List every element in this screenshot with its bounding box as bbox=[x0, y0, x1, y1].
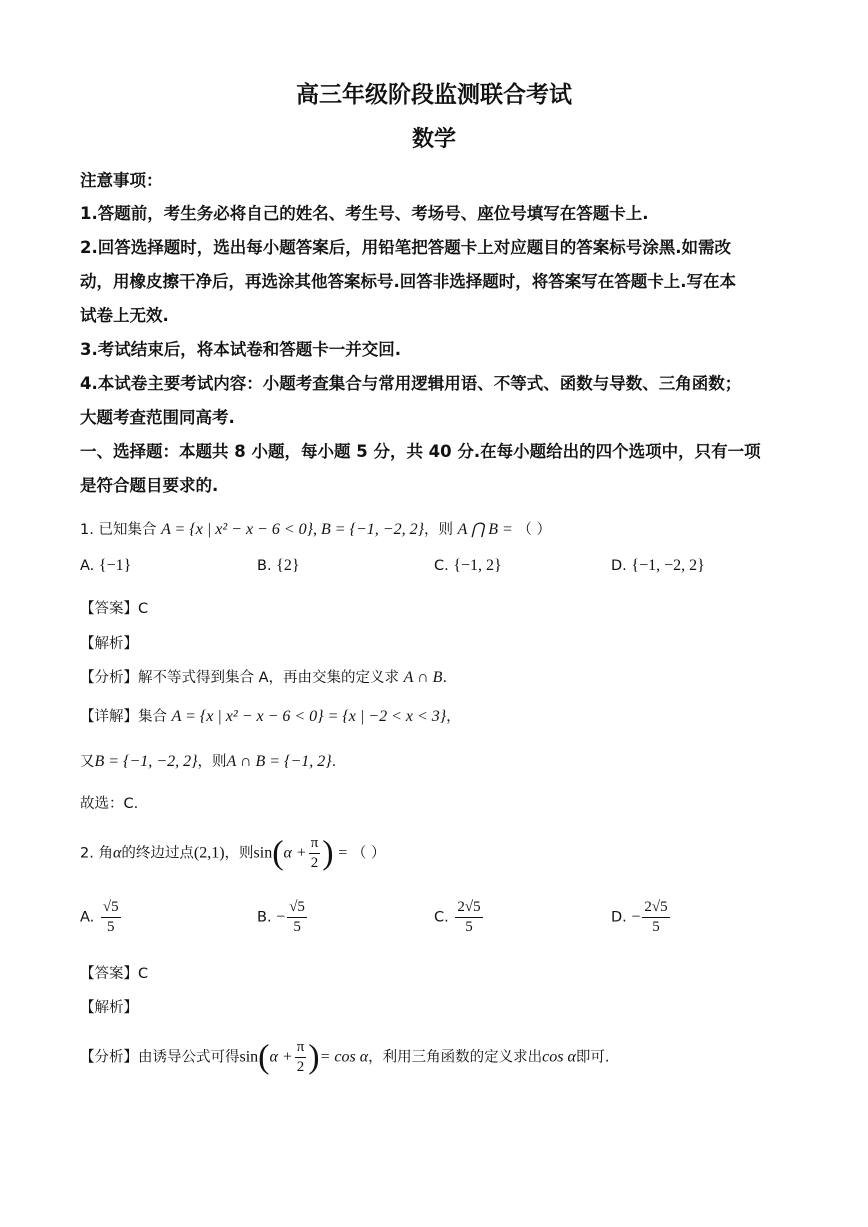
question-2-stem: 2. 角α的终边过点(2,1)，则sin(α + $\frac{\pi}{2}$ ) = （ ） bbox=[80, 834, 386, 872]
question-2-option-b: B. − $\frac{√5}{5}$ bbox=[257, 899, 305, 935]
section-1-line-2: 是符合题目要求的. bbox=[80, 476, 219, 495]
question-1-option-c: C. {−1, 2} bbox=[434, 557, 502, 574]
question-1-analysis-tag: 【解析】 bbox=[80, 636, 138, 652]
exam-title: 高三年级阶段监测联合考试 bbox=[296, 82, 572, 108]
question-1-option-d: D. {−1, −2, 2} bbox=[611, 557, 705, 574]
notice-item-2-line-3: 试卷上无效. bbox=[80, 306, 169, 325]
question-1-choose: 故选：C. bbox=[80, 796, 139, 812]
question-1-detail-2: 又B = {−1, −2, 2}，则A ∩ B = {−1, 2}. bbox=[80, 753, 337, 770]
subject-title: 数学 bbox=[411, 127, 456, 152]
question-2-option-d: D. − $\frac{2√5}{5}$ bbox=[611, 899, 668, 935]
notice-heading: 注意事项： bbox=[80, 171, 163, 190]
question-1-fenxi: 【分析】解不等式得到集合 A，再由交集的定义求 A ∩ B. bbox=[80, 669, 448, 686]
notice-item-2-line-2: 动，用橡皮擦干净后，再选涂其他答案标号.回答非选择题时，将答案写在答题卡上.写在本 bbox=[80, 272, 737, 291]
notice-item-4-line-2: 大题考查范围同高考. bbox=[80, 408, 235, 427]
question-2-fenxi: 【分析】由诱导公式可得sin(α + $\frac{\pi}{2}$ )= cos α，利用三角函数的定义求出cos α即可. bbox=[80, 1038, 610, 1076]
question-1-stem: 1. 已知集合 A = {x | x² − x − 6 < 0}, B = {−1, −2, 2}，则 A ⋂ B = （ ） bbox=[80, 521, 552, 538]
question-1-option-b: B. {2} bbox=[257, 557, 300, 574]
question-2-analysis-tag: 【解析】 bbox=[80, 1000, 138, 1016]
question-2-option-a: A. $\frac{√5}{5}$ bbox=[80, 899, 119, 935]
question-1-sets: A = {x | x² − x − 6 < 0}, B = {−1, −2, 2} bbox=[161, 521, 424, 538]
question-1-answer: 【答案】C bbox=[80, 601, 149, 617]
section-1-line-1: 一、选择题：本题共 8 小题，每小题 5 分，共 40 分.在每小题给出的四个选项中，只有一项 bbox=[80, 442, 761, 461]
notice-item-4-line-1: 4.本试卷主要考试内容：小题考查集合与常用逻辑用语、不等式、函数与导数、三角函数； bbox=[80, 374, 742, 393]
notice-item-3: 3.考试结束后，将本试卷和答题卡一并交回. bbox=[80, 340, 402, 359]
question-1-detail: 【详解】集合 A = {x | x² − x − 6 < 0} = {x | −2 < x < 3}， bbox=[80, 708, 461, 725]
notice-item-2-line-1: 2.回答选择题时，选出每小题答案后，用铅笔把答题卡上对应题目的答案标号涂黑.如需改 bbox=[80, 238, 732, 257]
question-1-option-a: A. {−1} bbox=[80, 557, 132, 574]
question-2-option-c: C. $\frac{2√5}{5}$ bbox=[434, 899, 481, 935]
question-2-answer: 【答案】C bbox=[80, 966, 149, 982]
question-1-expr: A ⋂ B = bbox=[457, 521, 513, 538]
notice-item-1: 1.答题前，考生务必将自己的姓名、考生号、考场号、座位号填写在答题卡上. bbox=[80, 204, 649, 223]
